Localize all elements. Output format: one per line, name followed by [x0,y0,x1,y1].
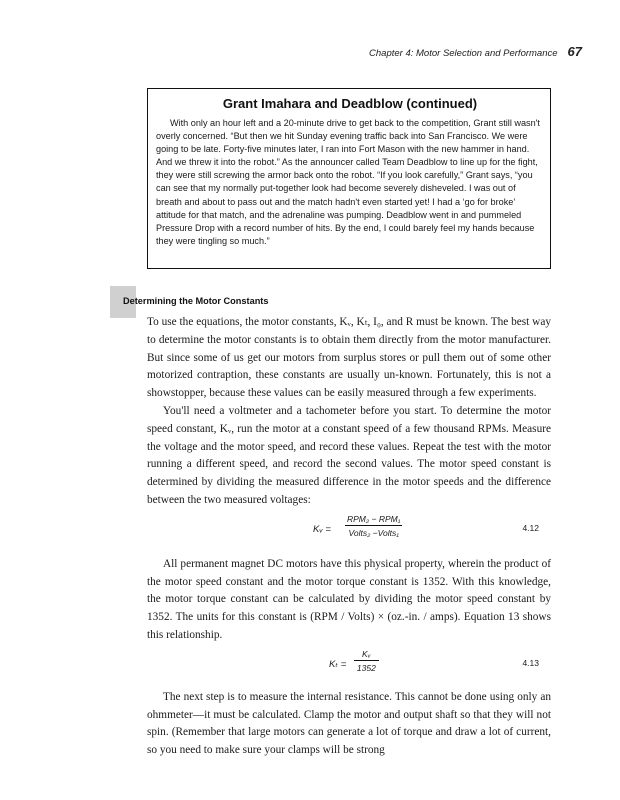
equation-fraction [345,514,402,538]
paragraph-3: All permanent magnet DC motors have this physical property, wherein the product of the motor speed constant and the motor torque constant is 1352. With this knowledge, the motor torque constant can be calculated by dividing the motor speed constant by 1352. The units for this constant is (RPM / Volts) × (oz.-in. / amps). Equation 13 shows this relationship. [147,557,551,641]
sidebar-box [147,88,551,269]
paragraph-4: The next step is to measure the internal resistance. This cannot be done using only an ohmmeter—it must be calculated. Clamp the motor and output shaft so that they will not spin. (Remember that large motors can generate a lot of torque and draw a lot of current, so you need to make sure your clamps will be strong [147,690,551,757]
equation-lhs: Kₜ = [329,658,347,670]
sidebar-title: Grant Imahara and Deadblow (continued) [222,96,478,111]
equation-denominator: 1352 [356,662,376,673]
chapter-title: Chapter 4: Motor Selection and Performance [369,48,558,59]
main-content [147,314,551,760]
equation-denominator: Volts₂ −Volts₁ [348,527,399,538]
sidebar-body: With only an hour left and a 20-minute drive to get back to the competition, Grant still wasn't overly concerned. “But then we hit Sunday evening traffic back into San Francisco. We were going to be late. Forty-five minutes later, I ran into Fort Mason with the new hammer in hand. And we threw it into the robot.” As the announcer called Team Deadblow to line up for the fight, they were still screwing the armor back onto the robot. “If you look carefully,” Grant says, “you can see that my normally put-together look had become severely disheveled. I was out of breath and about to pass out and the match hadn't even started yet! I had a ‘go for broke’ attitude for that match, and the adrenaline was pumping. Deadblow went in and pummeled Pressure Drop with a record number of hits. By the end, I could barely feel my hands because they were tingling so much.” [156,118,540,246]
equation-4-12 [147,510,551,556]
section-heading: Determining the Motor Constants [123,296,269,306]
equation-numerator: Kᵥ [354,649,379,661]
equation-4-13 [147,645,551,689]
equation-fraction [354,649,379,673]
equation-number: 4.12 [522,522,539,533]
paragraph-1: To use the equations, the motor constants, Kᵥ, Kₜ, I₀, and R must be known. The best way to determine the motor constants is to obtain them directly from the motor manufacturer. But since some of us get our motors from surplus stores or pull them out of some other motorized contraption, these constants are usually un-known. Fortunately, this is not a showstopper, because these values can be easily measured through a few experiments. [147,316,551,400]
paragraph-2: You'll need a voltmeter and a tachometer before you start. To determine the motor speed constant, Kᵥ, run the motor at a constant speed of a few thousand RPMs. Measure the voltage and the motor speed, and record these values. Repeat the test with the motor running a different speed, and record the second values. The motor speed constant is determined by dividing the measured difference in the motor speeds and the difference between the two measured voltages: [147,404,551,506]
equation-numerator: RPM₂ − RPM₁ [347,513,401,524]
equation-number: 4.13 [522,657,539,668]
page-number: 67 [567,44,582,59]
running-header [369,44,582,59]
equation-lhs: Kᵥ = [313,523,331,535]
